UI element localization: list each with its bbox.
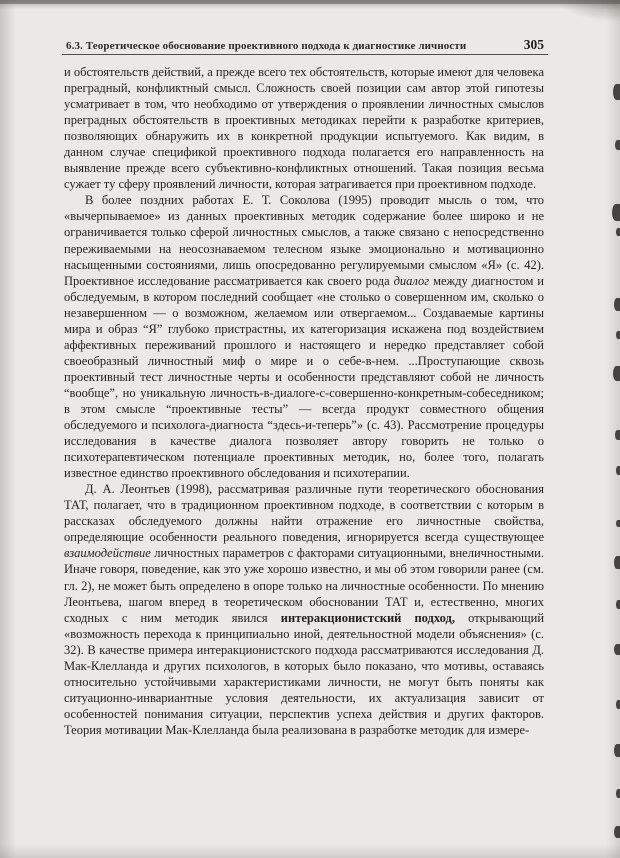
scan-artifact	[615, 140, 620, 150]
text-segment: диалог	[393, 273, 430, 288]
scan-artifact	[616, 331, 620, 339]
text-segment: интеракционистский подход,	[280, 610, 455, 625]
paragraph	[64, 64, 544, 192]
scan-artifact	[616, 466, 620, 475]
text-segment: личностных параметров с факторами ситуационными, внеличностными. Иначе говоря, поведение, как это уже хорошо известно, и мы об этом говорили ранее (см. гл. 2), не может быть определено в опоре только на личностные особенности. По мнению Леонтьева, шагом вперед в теоретическом обосновании ТАТ и, естественно, многих сходных с ним методик явился	[64, 546, 544, 625]
running-head: 6.3. Теоретическое обоснование проективного подхода к диагностике личности	[66, 40, 467, 52]
text-segment: открывающий «возможность перехода к принципиально иной, деятельностной модели объяснения» (с. 32). В качестве примера интеракционистского подхода рассматриваются исследования Д. Мак-Клелланда и других психологов, в которых было показано, что мотивы, оставаясь относительно устойчивыми характеристиками личности, не могут быть поняты как ситуационно-инвариантные условия деятельности, их актуализация зависит от особенностей понимания ситуации, перспектив успеха действия и других факторов. Теория мотивации Мак-Клелланда была реализована в разработке методик для измере-	[64, 610, 545, 737]
scan-artifact	[614, 556, 620, 569]
page-number: 305	[523, 37, 544, 52]
text-segment: взаимодействие	[64, 546, 151, 561]
text-segment: между диагностом и обследуемым, в котором последний сообщает «не столько о совершенном им, сколько о незавершенном — о возможном, желаемом или отвергаемом... Создаваемые картины мира и образ “Я” глубоко пристрастны, их категоризация искажена под воздействием аффективных переживаний прошлого и настоящего и нередко представляет собой своеобразный личностный миф о мире и о себе-в-нем. ...Проступающие сквозь проективный тест личностные черты и особенности представляют собой не личность “вообще”, но уникальную личность-в-диалоге-с-совершенно-конкретным-собеседником; в этом смысле “проективные тесты” — всегда продукт совместного общения обследуемого и психолога-диагноста “здесь-и-теперь”» (с. 43). Рассмотрение процедуры исследования в качестве диалога позволяет автору говорить не только о психотерапевтическом потенциале проективных методик, но, более того, полагать известное единство проективного обследования и психотерапии.	[64, 273, 544, 481]
page-header	[66, 37, 544, 53]
scan-artifact	[614, 298, 620, 311]
text-segment: и обстоятельств действий, а прежде всего тех обстоятельств, которые имеют для человека преградный, конфликтный смысл. Сложность своей позиции сам автор этой гипотезы усматривает в том, что необходимо от утверждения о проявлении личностных смыслов преградных обстоятельств в проективных методиках перейти к разработке критериев, позволяющих обнаружить их в конкретной продукции испытуемого. Как видим, в данном случае спецификой проективного подхода полагается его направленность на выявление прежде всего субъективно-конфликтных отношений. Такая позиция весьма сужает ту сферу проявлений личности, которая затрагивается при проективном подходе.	[64, 65, 544, 192]
scan-artifact	[616, 700, 620, 709]
scan-artifact	[612, 204, 620, 221]
paragraph	[64, 481, 544, 738]
scan-artifact	[616, 789, 620, 798]
scan-artifact	[556, 0, 620, 22]
scan-edge-shadow	[0, 0, 620, 4]
header-rule	[62, 54, 548, 55]
paragraph	[64, 192, 544, 481]
scan-artifact	[616, 520, 620, 527]
scan-artifact	[613, 84, 620, 100]
scan-artifact	[616, 600, 620, 609]
page-body	[64, 64, 544, 738]
scan-artifact	[614, 744, 620, 757]
scan-artifact	[614, 826, 620, 838]
scan-artifact	[616, 228, 620, 236]
text-segment: Д. А. Леонтьев (1998), рассматривая различные пути теоретического обоснования ТАТ, полагает, что в традиционном проективном подходе, в соответствии с которым в рассказах обследуемого должны найти отражение его личностные свойства, определяющие особенности реального поведения, игнорируется всегда существующее	[64, 482, 544, 545]
scan-artifact	[615, 430, 620, 440]
text-segment: В более поздних работах Е. Т. Соколова (1995) проводит мысль о том, что «вычерпываемое» из данных проективных методик содержание более широко и не ограничивается только сферой личностных смыслов, а также связано с непосредственно переживаемыми на неосознаваемом телесном языке эмоционально и мотивационно насыщенными состояниями, лишь опосредованно регулируемыми смыслом «Я» (с. 42). Проективное исследование рассматривается как своего рода	[64, 193, 544, 288]
scan-artifact	[614, 644, 620, 655]
scan-artifact	[613, 366, 620, 381]
